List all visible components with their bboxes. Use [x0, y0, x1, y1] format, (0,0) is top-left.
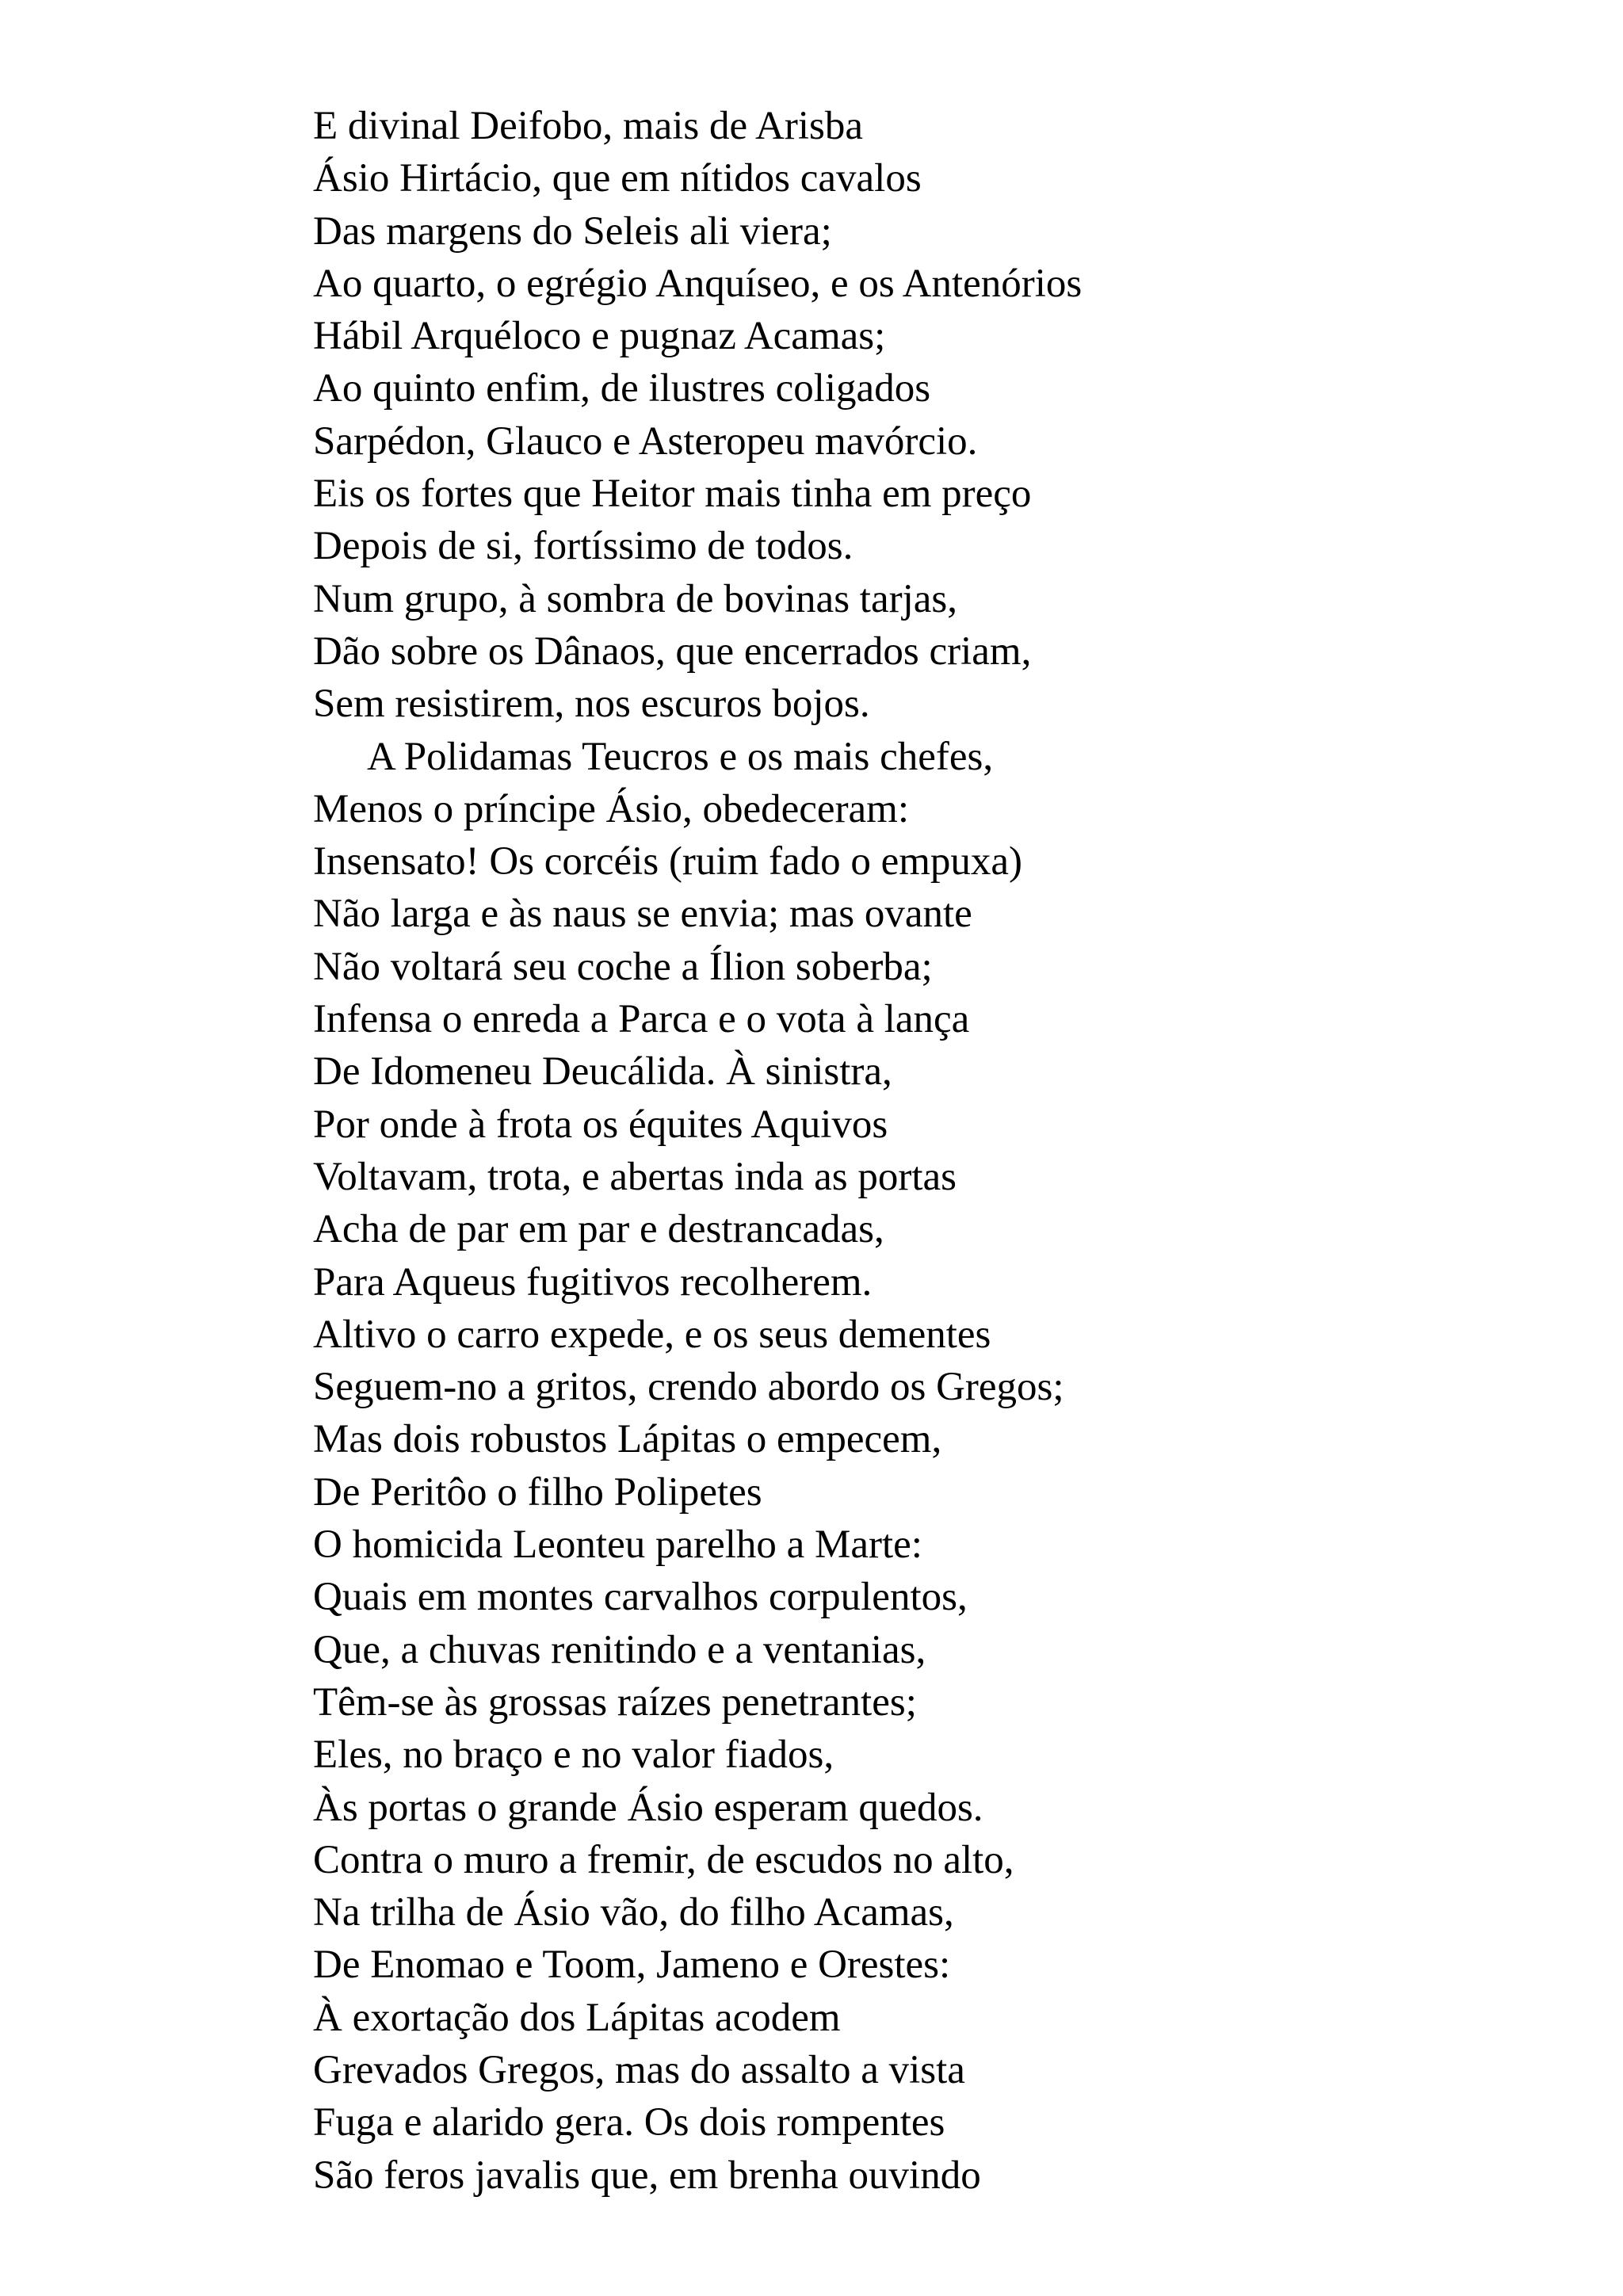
poem-line: Sem resistirem, nos escuros bojos. [313, 682, 870, 727]
poem-line: Ásio Hirtácio, que em nítidos cavalos [313, 156, 922, 201]
poem-line: São feros javalis que, em brenha ouvindo [313, 2153, 981, 2198]
poem-line: Num grupo, à sombra de bovinas tarjas, [313, 576, 957, 621]
poem-line: Insensato! Os corcéis (ruim fado o empuxa) [313, 839, 1023, 884]
poem-line: Fuga e alarido gera. Os dois rompentes [313, 2100, 945, 2145]
poem-line-indented: A Polidamas Teucros e os mais chefes, [367, 734, 994, 779]
poem-line: Seguem-no a gritos, crendo abordo os Gregos; [313, 1365, 1064, 1410]
poem-line: De Enomao e Toom, Jameno e Orestes: [313, 1943, 951, 1988]
poem-line: E divinal Deifobo, mais de Arisba [313, 104, 864, 148]
poem-line: Das margens do Seleis ali viera; [313, 208, 832, 254]
poem-line: De Peritôo o filho Polipetes [313, 1469, 762, 1515]
poem-line: Quais em montes carvalhos corpulentos, [313, 1575, 968, 1620]
poem-line: Têm-se às grossas raízes penetrantes; [313, 1679, 917, 1725]
poem-line: Hábil Arquéloco e pugnaz Acamas; [313, 314, 886, 359]
poem-line: Por onde à frota os équites Aquivos [313, 1102, 888, 1147]
poem-line: De Idomeneu Deucálida. À sinistra, [313, 1049, 892, 1095]
poem-line: Ao quinto enfim, de ilustres coligados [313, 366, 931, 411]
poem-line: Que, a chuvas renitindo e a ventanias, [313, 1627, 926, 1672]
poem-line: Grevados Gregos, mas do assalto a vista [313, 2047, 965, 2092]
poem-line: Às portas o grande Ásio esperam quedos. [313, 1785, 983, 1830]
poem-text [313, 100, 1502, 2202]
poem-line: Mas dois robustos Lápitas o empecem, [313, 1417, 942, 1462]
poem-line: Contra o muro a fremir, de escudos no alto, [313, 1837, 1014, 1882]
poem-line: Depois de si, fortíssimo de todos. [313, 524, 854, 569]
poem-line: À exortação dos Lápitas acodem [313, 1995, 841, 2040]
poem-line: Menos o príncipe Ásio, obedeceram: [313, 786, 910, 831]
poem-line: Para Aqueus fugitivos recolherem. [313, 1259, 873, 1305]
poem-line: Infensa o enreda a Parca e o vota à lança [313, 997, 970, 1042]
poem-line: Ao quarto, o egrégio Anquíseo, e os Antenórios [313, 261, 1083, 306]
poem-line: Acha de par em par e destrancadas, [313, 1207, 884, 1252]
poem-line: Voltavam, trota, e abertas inda as portas [313, 1154, 957, 1199]
poem-line: Sarpédon, Glauco e Asteropeu mavórcio. [313, 418, 978, 464]
poem-line: Não voltará seu coche a Ílion soberba; [313, 944, 933, 989]
poem-line: Na trilha de Ásio vão, do filho Acamas, [313, 1890, 954, 1935]
poem-line: Altivo o carro expede, e os seus dementes [313, 1312, 991, 1357]
poem-line: Dão sobre os Dânaos, que encerrados criam, [313, 628, 1032, 674]
poem-line: Eles, no braço e no valor fiados, [313, 1733, 834, 1778]
poem-line: Não larga e às naus se envia; mas ovante [313, 892, 972, 937]
poem-line: O homicida Leonteu parelho a Marte: [313, 1522, 922, 1568]
poem-line: Eis os fortes que Heitor mais tinha em preço [313, 472, 1032, 517]
